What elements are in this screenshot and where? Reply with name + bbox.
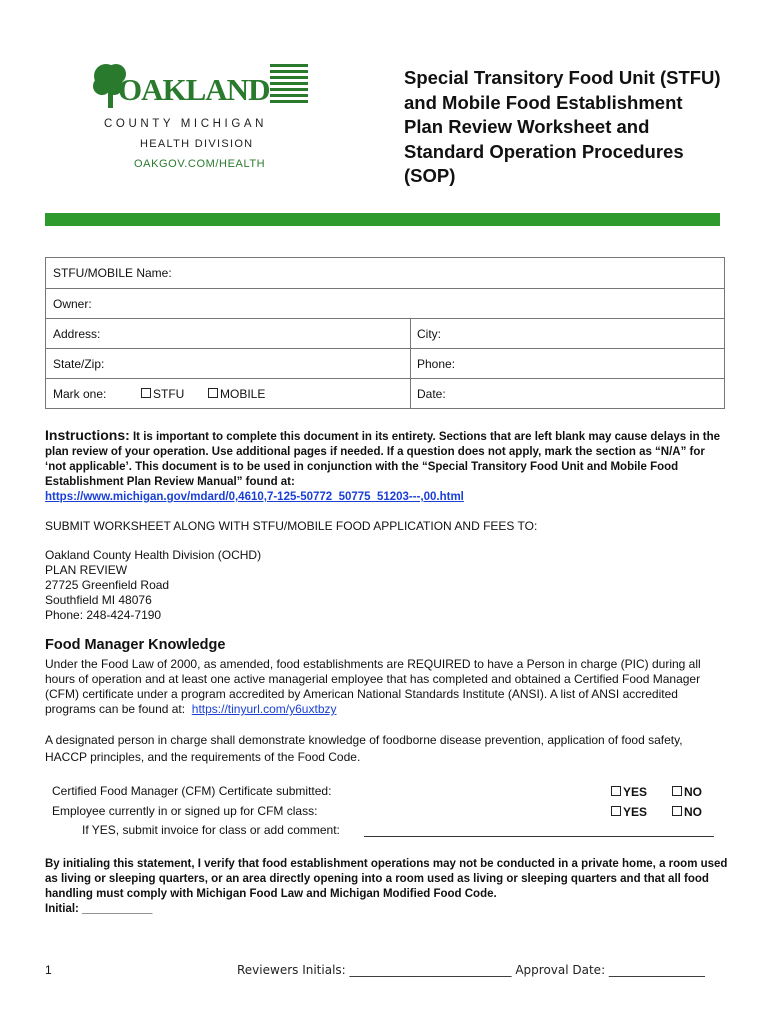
verification-text: By initialing this statement, I verify that food establishment operations may not be conducted in a private home, a room used as living or sleeping quarters, or an area directly opening into a room used as living or sleeping quarters and that all food handling must comply with Michigan Food Law and Michigan Modified Food Code.: [45, 858, 728, 900]
column-divider: [410, 319, 411, 409]
phone-label: Phone:: [417, 357, 456, 371]
establishment-info-form: [45, 257, 725, 409]
cfm-class-no[interactable]: NO: [672, 805, 702, 819]
city-field[interactable]: [410, 319, 724, 349]
mark-one-field: [46, 379, 410, 409]
submit-instruction: SUBMIT WORKSHEET ALONG WITH STFU/MOBILE FOOD APPLICATION AND FEES TO:: [45, 519, 538, 533]
reviewer-fields[interactable]: Reviewers Initials: ___________________________ Approval Date: ________________: [237, 963, 705, 977]
logo-website[interactable]: OAKGOV.COM/HEALTH: [134, 158, 266, 170]
form-row-name: [46, 258, 724, 289]
address-label: Address:: [53, 327, 101, 341]
form-row-owner: [46, 288, 724, 319]
manual-link[interactable]: https://www.michigan.gov/mdard/0,4610,7-125-50772_50775_51203---,00.html: [45, 491, 464, 503]
address-line: Oakland County Health Division (OCHD): [45, 548, 262, 562]
submission-address: [45, 548, 261, 623]
stripes-icon: [270, 62, 310, 108]
cfm-class-yes[interactable]: YES: [611, 805, 647, 819]
owner-label: Owner:: [53, 297, 92, 311]
instructions-lead: Instructions:: [45, 427, 130, 443]
form-row-state: [46, 348, 724, 379]
logo-division: HEALTH DIVISION: [140, 138, 254, 150]
page-number: 1: [45, 963, 52, 977]
address-field[interactable]: [46, 319, 410, 349]
form-row-address: [46, 318, 724, 349]
oakland-logo: [92, 58, 312, 178]
owner-field[interactable]: [46, 289, 724, 319]
comment-input-line[interactable]: [364, 826, 714, 837]
address-line: 27725 Greenfield Road: [45, 578, 170, 592]
document-title: Special Transitory Food Unit (STFU) and Mobile Food Establishment Plan Review Worksheet and Standard Operation Procedures (SOP): [404, 67, 721, 186]
logo-county: COUNTY MICHIGAN: [104, 118, 268, 130]
mobile-option[interactable]: MOBILE: [208, 387, 265, 401]
stfu-checkbox[interactable]: [141, 388, 151, 398]
form-row-mark: [46, 378, 724, 409]
date-label: Date:: [417, 387, 446, 401]
checkbox[interactable]: [611, 806, 621, 816]
food-law-paragraph: [45, 657, 725, 717]
cfm-certificate-yes[interactable]: YES: [611, 785, 647, 799]
logo-name: OAKLAND: [118, 72, 270, 107]
stfu-name-label: STFU/MOBILE Name:: [53, 266, 172, 280]
section-heading: Food Manager Knowledge: [45, 637, 226, 653]
phone-field[interactable]: [410, 349, 724, 379]
cfm-certificate-question: Certified Food Manager (CFM) Certificate submitted:: [52, 784, 332, 798]
city-label: City:: [417, 327, 441, 341]
cfm-class-question: Employee currently in or signed up for CFM class:: [52, 804, 318, 818]
food-law-text: Under the Food Law of 2000, as amended, food establishments are REQUIRED to have a Person in charge (PIC) during all hours of operation and at least one active managerial employee that has completed and obtained a Certified Food Manager (CFM) certificate under a program accredited by American National Standards Institute (ANSI). A list of ANSI accredited programs can be found at:: [45, 657, 701, 716]
instructions-body: It is important to complete this document in its entirety. Sections that are left blank may cause delays in the plan review of your operation. Use additional pages if needed. If a question does not apply, mark the section as “N/A” for ‘not applicable’. This document is to be used in conjunction with the “Special Transitory Food Unit and Mobile Food Establishment Plan Review Manual” found at:: [45, 431, 721, 488]
checkbox[interactable]: [611, 786, 621, 796]
mobile-checkbox[interactable]: [208, 388, 218, 398]
mark-one-label: Mark one:: [53, 387, 107, 401]
verification-statement: [45, 857, 735, 917]
stfu-option[interactable]: STFU: [141, 387, 184, 401]
checkbox[interactable]: [672, 806, 682, 816]
initial-field[interactable]: Initial: ___________: [45, 903, 153, 915]
state-zip-field[interactable]: [46, 349, 410, 379]
stfu-name-field[interactable]: [46, 258, 724, 289]
date-field[interactable]: [410, 379, 724, 409]
header-divider-bar: [45, 213, 720, 226]
checkbox[interactable]: [672, 786, 682, 796]
pic-paragraph: A designated person in charge shall demonstrate knowledge of foodborne disease prevention, application of food safety, HACCP principles, and the requirements of the Food Code.: [45, 733, 683, 764]
instructions-block: [45, 428, 725, 505]
state-zip-label: State/Zip:: [53, 357, 105, 371]
ansi-link[interactable]: https://tinyurl.com/y6uxtbzy: [191, 702, 337, 716]
address-line: PLAN REVIEW: [45, 563, 128, 577]
address-phone: Phone: 248-424-7190: [45, 608, 162, 622]
address-line: Southfield MI 48076: [45, 593, 152, 607]
cfm-certificate-no[interactable]: NO: [672, 785, 702, 799]
invoice-comment-label: If YES, submit invoice for class or add comment:: [82, 823, 340, 837]
